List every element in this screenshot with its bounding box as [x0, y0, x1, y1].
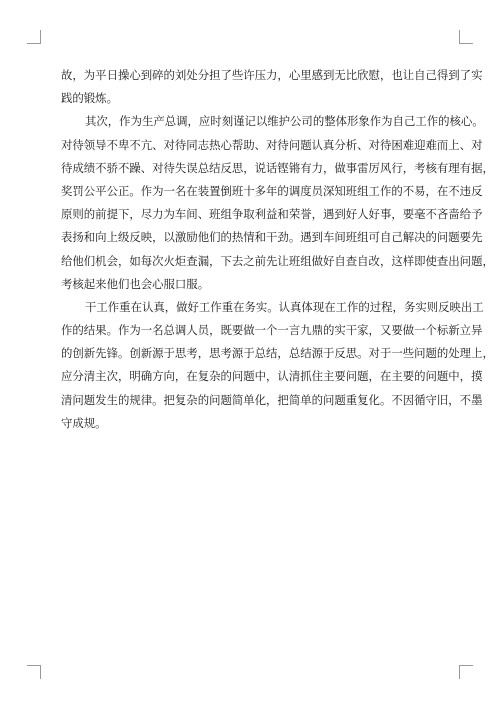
text-line: 表扬和向上级反映，以激励他们的热情和干劲。遇到车间班组可自己解决的问题要先 [61, 230, 483, 245]
text-line: 其次，作为生产总调，应时刻谨记以维护公司的整体形象作为自己工作的核心。 [85, 114, 484, 129]
crop-mark-bottom-right [459, 665, 473, 679]
crop-mark-top-right [459, 30, 473, 44]
text-line: 故，为平日操心到碎的刘处分担了些许压力，心里感到无比欣慰，也让自己得到了实 [61, 68, 483, 82]
paragraph-3 [61, 296, 494, 435]
text-line: 应分清主次，明确方向，在复杂的问题中，认清抓住主要问题，在主要的问题中，摸 [61, 369, 483, 384]
text-line: 践的锻炼。 [61, 91, 118, 106]
crop-mark-bottom-left [27, 665, 41, 679]
text-line: 干工作重在认真，做好工作重在务实。认真体现在工作的过程，务实则反映出工 [85, 299, 484, 314]
text-line: 奖罚公平公正。作为一名在装置倒班十多年的调度员深知班组工作的不易，在不违反 [61, 183, 483, 198]
text-line: 守成规。 [61, 415, 107, 430]
text-line: 对待领导不卑不亢、对待同志热心帮助、对待问题认真分析、对待困难迎难而上、对 [61, 137, 483, 152]
text-line: 清问题发生的规律。把复杂的问题简单化，把简单的问题重复化。不因循守旧，不墨 [61, 392, 483, 407]
text-line: 给他们机会，如每次火炬查漏，下去之前先让班组做好自查自改，这样即使查出问题， [61, 253, 494, 268]
text-line: 的创新先锋。创新源于思考，思考源于总结，总结源于反思。对于一些问题的处理上， [61, 346, 494, 361]
paragraph-1 [61, 64, 483, 110]
text-line: 考核起来他们也会心服口服。 [61, 276, 210, 291]
body-text [61, 64, 494, 435]
crop-mark-top-left [27, 30, 41, 44]
paragraph-2 [61, 110, 494, 296]
text-line: 原则的前提下，尽力为车间、班组争取利益和荣誉，遇到好人好事，要毫不吝啬给予 [61, 207, 483, 222]
text-line: 作的结果。作为一名总调人员，既要做一个一言九鼎的实干家，又要做一个标新立异 [61, 323, 483, 338]
text-line: 待成绩不骄不躁、对待失误总结反思，说话铿锵有力，做事雷厉风行，考核有理有据， [61, 160, 494, 175]
